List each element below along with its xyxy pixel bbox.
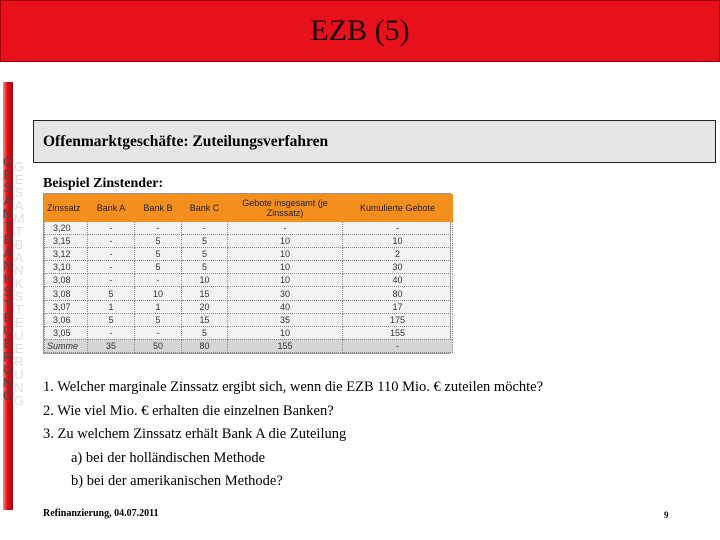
sum-total: 155 [228,339,343,352]
question-1: 1. Welcher marginale Zinssatz ergibt sich, wenn die EZB 110 Mio. € zuteilen möchte? [43,379,544,395]
cell-rate: 3,15 [45,235,88,248]
header-zinssatz: Zinssatz [45,195,88,222]
cell-total: 10 [228,261,343,274]
cell-bank-b: 5 [135,235,182,248]
cell-bank-b: 5 [135,248,182,261]
bid-table-grid [44,194,453,353]
table-row [45,287,453,300]
cell-rate: 3,08 [45,287,88,300]
table-row [45,313,453,326]
table-row [45,222,453,235]
question-3b: b) bei der amerikanischen Methode? [71,473,283,490]
sum-label: Summe [45,339,88,352]
table-row [45,261,453,274]
example-label: Beispiel Zinstender: [43,176,164,191]
cell-cumulative: 175 [343,313,453,326]
cell-bank-b: 10 [135,287,182,300]
cell-bank-a: - [88,326,135,339]
cell-rate: 3,08 [45,274,88,287]
header-bank-c: Bank C [182,195,228,222]
table-row [45,326,453,339]
cell-rate: 3,07 [45,300,88,313]
subtitle-box [33,120,716,163]
cell-bank-b: - [135,274,182,287]
question-3: 3. Zu welchem Zinssatz erhält Bank A die Zuteilung [43,426,347,443]
cell-bank-b: 5 [135,261,182,274]
cell-bank-c: 15 [182,287,228,300]
cell-bank-c: 5 [182,248,228,261]
cell-total: 10 [228,274,343,287]
cell-cumulative: 155 [343,326,453,339]
footer-text: Refinanzierung, 04.07.2011 [43,508,159,519]
cell-bank-c: - [182,222,228,235]
cell-bank-a: - [88,235,135,248]
cell-bank-c: 5 [182,261,228,274]
table-row [45,235,453,248]
cell-bank-a: - [88,248,135,261]
cell-bank-a: - [88,261,135,274]
cell-bank-b: - [135,326,182,339]
cell-bank-a: 1 [88,300,135,313]
table-row [45,274,453,287]
header-bank-b: Bank B [135,195,182,222]
cell-total: 40 [228,300,343,313]
cell-cumulative: 17 [343,300,453,313]
cell-rate: 3,10 [45,261,88,274]
cell-rate: 3,12 [45,248,88,261]
vertical-logo-text: GESAMTBANKSTEUERUNG [2,154,14,403]
cell-bank-c: 15 [182,313,228,326]
table-header-row [45,195,453,222]
cell-bank-c: 5 [182,235,228,248]
cell-total: 10 [228,326,343,339]
cell-cumulative: 2 [343,248,453,261]
table-row [45,248,453,261]
cell-bank-b: - [135,222,182,235]
cell-cumulative: 10 [343,235,453,248]
header-kumulierte-gebote: Kumulierte Gebote [343,195,453,222]
cell-cumulative: - [343,222,453,235]
cell-total: 10 [228,248,343,261]
cell-rate: 3,06 [45,313,88,326]
vertical-logo-shadow: GESAMTBANKSTEUERUNG [13,159,25,408]
question-3a: a) bei der holländischen Methode [71,449,266,466]
title-bar [0,0,720,62]
cell-rate: 3,05 [45,326,88,339]
cell-total: - [228,222,343,235]
table-sum-row [45,339,453,352]
cell-cumulative: 80 [343,287,453,300]
table-row [45,300,453,313]
question-list [43,376,543,494]
sum-cumulative: - [343,339,453,352]
cell-total: 35 [228,313,343,326]
question-2: 2. Wie viel Mio. € erhalten die einzelnen Banken? [43,402,334,419]
header-gebote-insgesamt: Gebote insgesamt (je Zinssatz) [228,195,343,222]
cell-bank-c: 10 [182,274,228,287]
cell-bank-b: 1 [135,300,182,313]
page-number: 9 [664,510,669,520]
cell-bank-a: - [88,274,135,287]
sum-bank-b: 50 [135,339,182,352]
cell-bank-a: - [88,222,135,235]
slide-subtitle: Offenmarktgeschäfte: Zuteilungsverfahren [43,132,329,150]
header-bank-a: Bank A [88,195,135,222]
cell-total: 30 [228,287,343,300]
sum-bank-a: 35 [88,339,135,352]
cell-bank-c: 20 [182,300,228,313]
cell-bank-b: 5 [135,313,182,326]
sum-bank-c: 80 [182,339,228,352]
cell-bank-a: 5 [88,287,135,300]
slide-title: EZB (5) [310,14,410,47]
cell-cumulative: 30 [343,261,453,274]
bid-table [43,193,451,354]
cell-rate: 3,20 [45,222,88,235]
cell-total: 10 [228,235,343,248]
cell-cumulative: 40 [343,274,453,287]
cell-bank-a: 5 [88,313,135,326]
cell-bank-c: 5 [182,326,228,339]
